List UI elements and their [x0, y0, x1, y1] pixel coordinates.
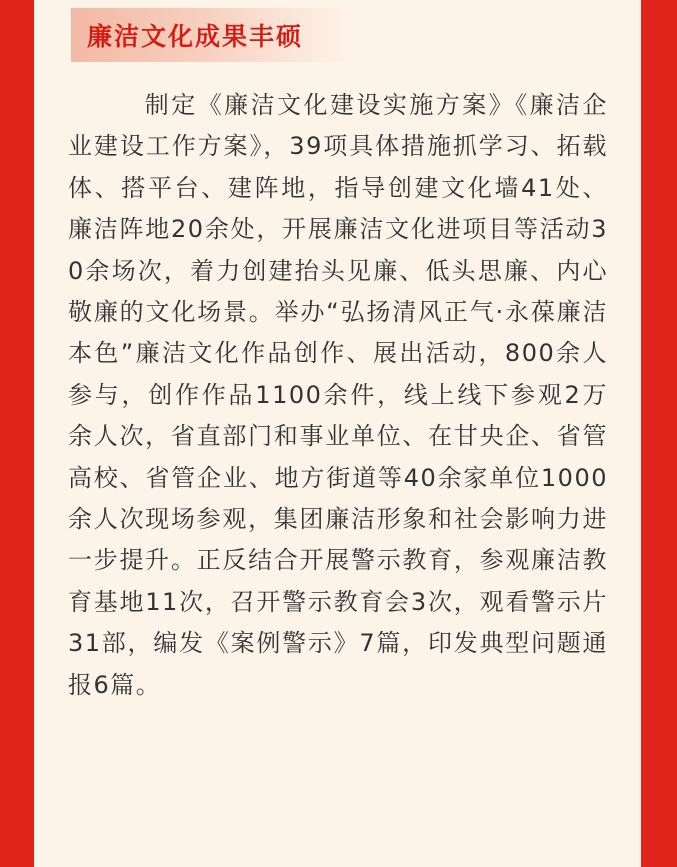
section-title-bar — [71, 8, 355, 62]
body-paragraph: 制定《廉洁文化建设实施方案》《廉洁企业建设工作方案》，39项具体措施抓学习、拓载体、搭平台、建阵地，指导创建文化墙41处、廉洁阵地20余处，开展廉洁文化进项目等活动30余场次，着力创建抬头见廉、低头思廉、内心敬廉的文化场景。举办“弘扬清风正气·永葆廉洁本色”廉洁文化作品创作、展出活动，800余人参与，创作作品1100余件，线上线下参观2万余人次，省直部门和事业单位、在甘央企、省管高校、省管企业、地方街道等40余家单位1000余人次现场参观，集团廉洁形象和社会影响力进一步提升。正反结合开展警示教育，参观廉洁教育基地11次，召开警示教育会3次，观看警示片31部，编发《案例警示》7篇，印发典型问题通报6篇。 — [68, 91, 608, 699]
content-panel — [34, 0, 641, 867]
section-title: 廉洁文化成果丰硕 — [87, 22, 304, 51]
